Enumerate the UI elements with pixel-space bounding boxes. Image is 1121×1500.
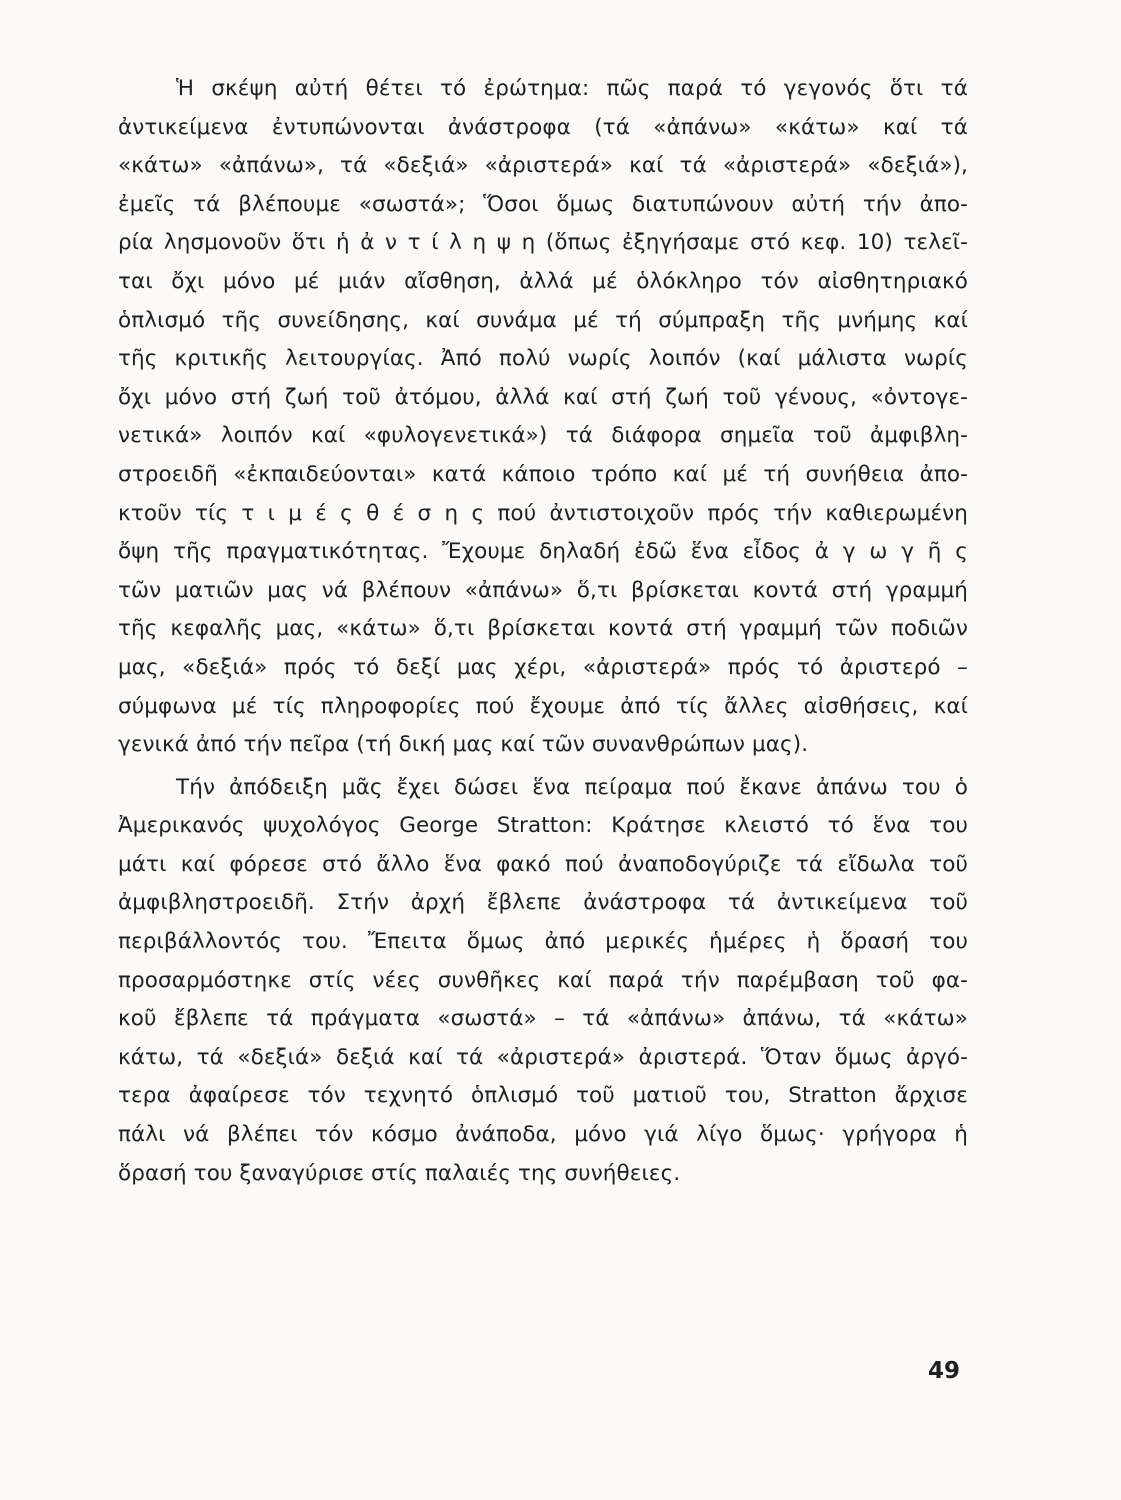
paragraph-1	[118, 70, 968, 765]
text-line: ὅρασή του ξαναγύρισε στίς παλαιές της συνήθειες.	[118, 1160, 681, 1186]
paragraph-2	[118, 769, 968, 1194]
text-line: γενικά ἀπό τήν πεῖρα (τή δική μας καί τῶν συνανθρώπων μας).	[118, 732, 809, 758]
text-line: σύμφωνα μέ τίς πληροφορίες πού ἔχουμε ἀπό τίς ἄλλες αἰσθήσεις, καί	[118, 693, 968, 719]
text-line: Ἀμερικανός ψυχολόγος George Stratton: Κράτησε κλειστό τό ἕνα του	[118, 813, 968, 839]
text-line: πάλι νά βλέπει τόν κόσμο ἀνάποδα, μόνο γιά λίγο ὅμως· γρήγορα ἡ	[118, 1122, 968, 1148]
text-line: τῶν ματιῶν μας νά βλέπουν «ἀπάνω» ὅ,τι βρίσκεται κοντά στή γραμμή	[118, 577, 968, 603]
text-line: τῆς κριτικῆς λειτουργίας. Ἀπό πολύ νωρίς λοιπόν (καί μάλιστα νωρίς	[118, 346, 968, 372]
text-line: προσαρμόστηκε στίς νέες συνθῆκες καί παρά τήν παρέμβαση τοῦ φα-	[118, 967, 968, 993]
text-line: μας, «δεξιά» πρός τό δεξί μας χέρι, «ἀριστερά» πρός τό ἀριστερό –	[118, 654, 968, 680]
text-line: ρία λησμονοῦν ὅτι ἡ ἀ ν τ ί λ η ψ η (ὅπως ἐξηγήσαμε στό κεφ. 10) τελεῖ-	[118, 230, 968, 256]
text-line: ὄχι μόνο στή ζωή τοῦ ἀτόμου, ἀλλά καί στή ζωή τοῦ γένους, «ὀντογε-	[118, 384, 968, 410]
text-line: ὄψη τῆς πραγματικότητας. Ἔχουμε δηλαδή ἐδῶ ἕνα εἶδος ἀ γ ω γ ῆ ς	[118, 539, 968, 565]
text-line: τῆς κεφαλῆς μας, «κάτω» ὅ,τι βρίσκεται κοντά στή γραμμή τῶν ποδιῶν	[118, 616, 968, 642]
body-text	[118, 70, 968, 1193]
text-line: τερα ἀφαίρεσε τόν τεχνητό ὁπλισμό τοῦ ματιοῦ του, Stratton ἄρχισε	[118, 1083, 968, 1109]
page-number: 49	[928, 1358, 961, 1384]
text-line: Ἡ σκέψη αὐτή θέτει τό ἐρώτημα: πῶς παρά τό γεγονός ὅτι τά	[176, 76, 968, 101]
text-line: ἐμεῖς τά βλέπουμε «σωστά»; Ὅσοι ὅμως διατυπώνουν αὐτή τήν ἀπο-	[118, 191, 968, 217]
text-line: ἀμφιβληστροειδῆ. Στήν ἀρχή ἔβλεπε ἀνάστροφα τά ἀντικείμενα τοῦ	[118, 890, 968, 916]
text-line: ἀντικείμενα ἐντυπώνονται ἀνάστροφα (τά «ἀπάνω» «κάτω» καί τά	[118, 114, 968, 140]
text-line: Τήν ἀπόδειξη μᾶς ἔχει δώσει ἕνα πείραμα πού ἔκανε ἀπάνω του ὁ	[176, 774, 968, 800]
text-line: ται ὄχι μόνο μέ μιάν αἴσθηση, ἀλλά μέ ὁλόκληρο τόν αἰσθητηριακό	[118, 268, 968, 294]
text-line: μάτι καί φόρεσε στό ἄλλο ἕνα φακό πού ἀναποδογύριζε τά εἴδωλα τοῦ	[118, 851, 968, 877]
text-line: «κάτω» «ἀπάνω», τά «δεξιά» «ἀριστερά» καί τά «ἀριστερά» «δεξιά»),	[118, 153, 968, 179]
text-line: στροειδῆ «ἐκπαιδεύονται» κατά κάποιο τρόπο καί μέ τή συνήθεια ἀπο-	[118, 461, 968, 487]
text-line: περιβάλλοντός του. Ἔπειτα ὅμως ἀπό μερικές ἡμέρες ἡ ὅρασή του	[118, 929, 968, 955]
text-line: κάτω, τά «δεξιά» δεξιά καί τά «ἀριστερά» ἀριστερά. Ὅταν ὅμως ἀργό-	[118, 1044, 968, 1070]
text-line: νετικά» λοιπόν καί «φυλογενετικά») τά διάφορα σημεῖα τοῦ ἀμφιβλη-	[118, 423, 968, 449]
text-line: ὁπλισμό τῆς συνείδησης, καί συνάμα μέ τή σύμπραξη τῆς μνήμης καί	[118, 307, 968, 333]
text-line: κοῦ ἔβλεπε τά πράγματα «σωστά» – τά «ἀπάνω» ἀπάνω, τά «κάτω»	[118, 1006, 968, 1032]
text-line: κτοῦν τίς τ ι μ έ ς θ έ σ η ς πού ἀντιστοιχοῦν πρός τήν καθιερωμένη	[118, 500, 968, 526]
